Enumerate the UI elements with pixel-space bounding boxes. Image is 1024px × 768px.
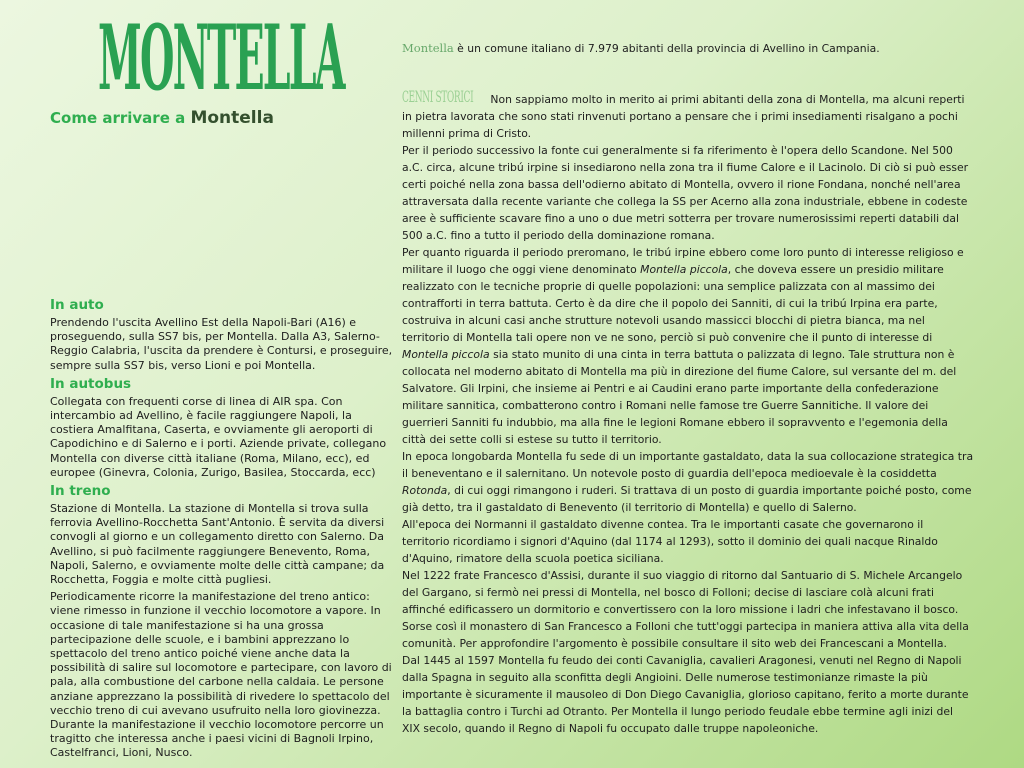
page-title-emphasis: Montella	[190, 108, 274, 128]
montella-piccola-italic-1: Montella piccola	[640, 263, 728, 276]
preromano-text-2: , che doveva essere un presidio militare realizzato con le tecniche proprie di quelle popolazioni: una semplice palizzata con al massimo dei contrafforti in terra battuta. Certo è da dire che il popolo dei Sanniti, di cui la tribú Irpina era parte, costruiva in alcuni casi anche strutture notevoli usando massicci blocchi di pietra bianca, ma nel territorio di Montella tali opere non ve ne sono, perciò si può convenire che il punto di interesse di	[402, 263, 944, 344]
in-auto-paragraph: Prendendo l'uscita Avellino Est della Napoli-Bari (A16) e proseguendo, sulla SS7 bis, per Montella. Dalla A3, Salerno-Reggio Calabria, l'uscita da prendere è Contursi, e proseguire, sempre sulla SS7 bis, verso Lioni e poi Montella.	[50, 316, 393, 372]
history-paragraph-preromano	[402, 244, 974, 448]
montella-piccola-italic-2: Montella piccola	[402, 348, 490, 361]
preromano-text-1: Per quanto riguarda il periodo preromano, le tribú irpine ebbero come loro punto di interesse religioso e militare il luogo che oggi viene denominato	[402, 246, 964, 276]
cenni-storici-paragraph	[402, 87, 974, 142]
history-paragraph-francesco: Nel 1222 frate Francesco d'Assisi, durante il suo viaggio di ritorno dal Santuario di S. Michele Arcangelo del Gargano, si fermò nei pressi di Montella, nel bosco di Folloni; decise di lasciare colà alcuni frati affinché edificassero un dormitorio e convertissero con la loro missione i ladri che infestavano il bosco. Sorse così il monastero di San Francesco a Folloni che tutt'oggi partecipa in maniera attiva alla vita della comunità. Per approfondire l'argomento è possibile consultare il sito web dei Francescani a Montella.	[402, 569, 969, 650]
section-heading-in-treno: In treno	[50, 483, 111, 500]
section-heading-in-auto: In auto	[50, 297, 104, 313]
intro-paragraph	[402, 40, 974, 57]
history-paragraph-normanni: All'epoca dei Normanni il gastaldato divenne contea. Tra le importanti casate che governarono il territorio ricordiamo i signori d'Aquino (dal 1174 al 1293), sotto il dominio dei quali nacque Rinaldo d'Aquino, rimatore della scuola poetica siciliana.	[402, 518, 938, 565]
page-title	[50, 108, 274, 128]
in-treno-paragraph-2: Periodicamente ricorre la manifestazione del treno antico: viene rimesso in funzione il vecchio locomotore a vapore. In occasione di tale manifestazione si ha una grossa partecipazione delle scuole, e i bambini apprezzano lo spettacolo del treno antico poiché viene anche data la possibilità di salire sul locomotore e partecipare, con lavoro di pala, alla combustione del carbone nella caldaia. Le persone anziane apprezzano la possibilità di rivedere lo spettacolo del vecchio treno di cui avevano usufruito nella loro giovinezza. Durante la manifestazione il vecchio locomotore percorre un tragitto che interessa anche i paesi vicini di Bagnoli Irpino, Castelfranci, Lioni, Nusco.	[50, 590, 392, 760]
cenni-storici-heading: CENNI STORICI	[402, 87, 474, 106]
section-heading-in-autobus: In autobus	[50, 375, 132, 392]
in-autobus-paragraph: Collegata con frequenti corse di linea di AIR spa. Con intercambio ad Avellino, è facile raggiungere Napoli, la costiera Amalfitana, Caserta, e ovviamente gli aeroporti di Capodichino e di Salerno e i porti. Aziende private, collegano Montella con diverse città italiane (Roma, Milano, ecc), ed europee (Ginevra, Colonia, Zurigo, Basilea, Stoccarda, ecc)	[50, 394, 387, 479]
history-paragraph-scandone: Per il periodo successivo la fonte cui generalmente si fa riferimento è l'opera dello Scandone. Nel 500 a.C. circa, alcune tribú irpine si insediarono nella zona tra il fiume Calore e il Lacinolo. Di ciò si può esser certi poiché nella zona bassa dell'odierno abitato di Montella, ovvero il rione Fondana, nonché nell'area attraversata dalla recente variante che collega la SS per Acerno alla zona industriale, ebbene in codeste aree è sufficiente scavare fino a uno o due metri sotterra per trovare numerosissimi reperti databili dal 500 a.C. fino a tutto il periodo della dominazione romana.	[402, 144, 969, 242]
how-to-arrive-column	[50, 294, 398, 764]
history-column	[402, 40, 974, 737]
montella-lead-word: Montella	[402, 41, 454, 55]
longobarda-text-2: , di cui oggi rimangono i ruderi. Si trattava di un posto di guardia importante poiché posto, come già detto, tra il gastaldato di Benevento (il territorio di Montella) e quello di Salerno.	[402, 484, 972, 514]
longobarda-text-1: In epoca longobarda Montella fu sede di un importante gastaldato, data la sua collocazione strategica tra il beneventano e il salernitano. Un notevole posto di guardia dell'epoca medioevale è la cosiddetta	[402, 450, 974, 480]
intro-text: è un comune italiano di 7.979 abitanti della provincia di Avellino in Campania.	[453, 42, 880, 55]
in-treno-paragraph-1: Stazione di Montella. La stazione di Montella si trova sulla ferrovia Avellino-Rocchetta Sant'Antonio. È servita da diversi convogli al giorno e un collegamento diretto con Salerno. Da Avellino, si può facilmente raggiungere Benevento, Roma, Napoli, Salerno, e ovviamente molte delle città campane; da Rocchetta, Foggia e molte città pugliesi.	[50, 502, 385, 587]
history-paragraph-cavaniglia: Dal 1445 al 1597 Montella fu feudo dei conti Cavaniglia, cavalieri Aragonesi, venuti nel Regno di Napoli dalla Spagna in seguito alla sconfitta degli Angioini. Delle numerose testimonianze rimaste la più importante è sicuramente il mausoleo di Don Diego Cavaniglia, glorioso capitano, ferito a morte durante la battaglia contro i Turchi ad Otranto. Per Montella il lungo periodo feudale ebbe termine agli inizi del XIX secolo, quando il Regno di Napoli fu occupato dalle truppe napoleoniche.	[402, 654, 969, 735]
preromano-text-3: sia stato munito di una cinta in terra battuta o palizzata di legno. Tale struttura non è collocata nel moderno abitato di Montella ma più in direzione del fiume Calore, sul versante del m. del Salvatore. Gli Irpini, che insieme ai Pentri e ai Caudini erano parte importante della confederazione militare sannitica, combatterono contro i Romani nelle famose tre Guerre Sannitiche. Il valore dei guerrieri Sanniti fu indubbio, ma alla fine le legioni Romane ebbero il sopravvento e l'egemonia della città dei sette colli si estese su tutto il territorio.	[402, 348, 957, 446]
page-title-prefix: Come arrivare a	[50, 109, 191, 127]
cenni-storici-text: Non sappiamo molto in merito ai primi abitanti della zona di Montella, ma alcuni reperti in pietra lavorata che sono stati rinvenuti portano a pensare che i primi insediamenti risalgano a pochi millenni prima di Cristo.	[402, 93, 965, 140]
rotonda-italic: Rotonda	[402, 484, 448, 497]
history-paragraph-longobarda	[402, 448, 974, 516]
montella-logo: MONTELLA	[98, 5, 344, 111]
